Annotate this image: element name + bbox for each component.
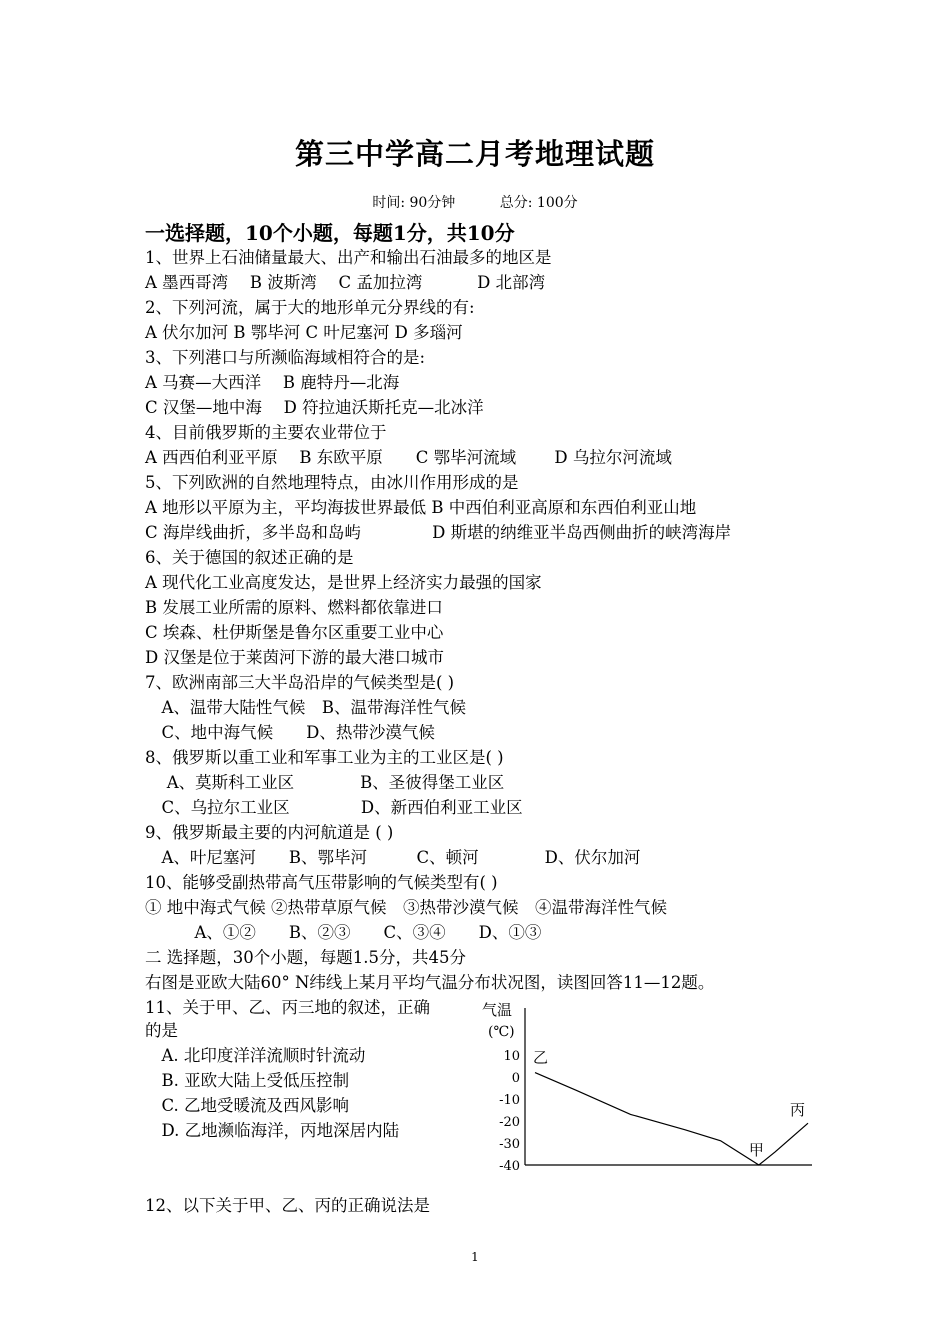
text-line: A. 北印度洋洋流顺时针流动 — [145, 1046, 366, 1065]
chart-ytick-label: -10 — [499, 1093, 520, 1108]
text-line: 3、下列港口与所濒临海域相符合的是: — [145, 348, 426, 367]
text-line: 1、世界上石油储量最大、出产和输出石油最多的地区是 — [145, 248, 552, 267]
temperature-chart — [470, 1000, 820, 1180]
chart-point-labels — [533, 1049, 805, 1159]
text-line: D. 乙地濒临海洋，丙地深居内陆 — [145, 1121, 400, 1140]
text-line: A 西西伯利亚平原 B 东欧平原 C 鄂毕河流域 D 乌拉尔河流域 — [145, 448, 672, 467]
text-line: 10、能够受副热带高气压带影响的气候类型有( ) — [145, 873, 498, 892]
text-line: C 埃森、杜伊斯堡是鲁尔区重要工业中心 — [145, 623, 444, 642]
text-line: C. 乙地受暖流及西风影响 — [145, 1096, 350, 1115]
text-line: 6、关于德国的叙述正确的是 — [145, 548, 354, 567]
text-line: 11、关于甲、乙、丙三地的叙述，正确 — [145, 998, 430, 1017]
page-title: 第三中学高二月考地理试题 — [294, 137, 655, 171]
chart-point-label: 乙 — [533, 1048, 549, 1067]
text-line: 二 选择题，30个小题，每题1.5分，共45分 — [145, 948, 466, 967]
chart-ytick-label: -30 — [499, 1137, 520, 1152]
text-line: 12、以下关于甲、乙、丙的正确说法是 — [145, 1196, 430, 1215]
text-line: C、乌拉尔工业区 D、新西伯利亚工业区 — [145, 798, 523, 817]
text-line: C 海岸线曲折，多半岛和岛屿 D 斯堪的纳维亚半岛西侧曲折的峡湾海岸 — [145, 523, 732, 542]
exam-time: 时间: 90分钟 — [372, 195, 456, 211]
text-line: A、叶尼塞河 B、鄂毕河 C、顿河 D、伏尔加河 — [145, 848, 641, 867]
page-number: 1 — [471, 1250, 479, 1264]
text-line: C 汉堡—地中海 D 符拉迪沃斯托克—北冰洋 — [145, 398, 484, 417]
chart-ytick-label: -40 — [499, 1159, 520, 1174]
text-line: D 汉堡是位于莱茵河下游的最大港口城市 — [145, 648, 444, 667]
chart-ytick-label: 0 — [511, 1071, 520, 1086]
text-line: B. 亚欧大陆上受低压控制 — [145, 1071, 350, 1090]
text-line: A 现代化工业高度发达，是世界上经济实力最强的国家 — [145, 573, 542, 592]
text-line: 7、欧洲南部三大半岛沿岸的气候类型是( ) — [145, 673, 455, 692]
text-line: A 墨西哥湾 B 波斯湾 C 孟加拉湾 D 北部湾 — [145, 273, 546, 292]
text-line: A 地形以平原为主，平均海拔世界最低 B 中西伯利亚高原和东西伯利亚山地 — [145, 498, 697, 517]
chart-ylabel: 气温 — [482, 1001, 513, 1019]
section-heading: 一选择题，10个小题，每题1分，共10分 — [145, 221, 515, 245]
text-line: A 伏尔加河 B 鄂毕河 C 叶尼塞河 D 多瑙河 — [145, 323, 463, 342]
text-line: 2、下列河流，属于大的地形单元分界线的有: — [145, 298, 475, 317]
chart-yticks — [499, 1049, 520, 1174]
chart-ytick-label: 10 — [503, 1049, 520, 1064]
text-line: A、温带大陆性气候 B、温带海洋性气候 — [145, 698, 467, 717]
chart-ytick-label: -20 — [499, 1115, 520, 1130]
text-line: 5、下列欧洲的自然地理特点，由冰川作用形成的是 — [145, 473, 519, 492]
text-line: A、①② B、②③ C、③④ D、①③ — [145, 923, 542, 942]
text-line: A、莫斯科工业区 B、圣彼得堡工业区 — [145, 773, 505, 792]
chart-series-line — [535, 1073, 808, 1165]
text-line: ① 地中海式气候 ②热带草原气候 ③热带沙漠气候 ④温带海洋性气候 — [145, 898, 667, 917]
text-line: 8、俄罗斯以重工业和军事工业为主的工业区是( ) — [145, 748, 504, 767]
text-line: 的是 — [145, 1021, 178, 1040]
text-line: C、地中海气候 D、热带沙漠气候 — [145, 723, 435, 742]
chart-yunit: (℃) — [488, 1024, 515, 1040]
exam-total: 总分: 100分 — [499, 195, 578, 211]
exam-meta — [0, 192, 950, 212]
text-line: 4、目前俄罗斯的主要农业带位于 — [145, 423, 387, 442]
text-line: 右图是亚欧大陆60° N纬线上某月平均气温分布状况图，读图回答11—12题。 — [145, 973, 715, 992]
text-line: B 发展工业所需的原料、燃料都依靠进口 — [145, 598, 443, 617]
text-line: A 马赛—大西洋 B 鹿特丹—北海 — [145, 373, 400, 392]
chart-point-label: 丙 — [790, 1101, 806, 1120]
text-line: 9、俄罗斯最主要的内河航道是 ( ) — [145, 823, 394, 842]
chart-point-label: 甲 — [748, 1141, 764, 1159]
